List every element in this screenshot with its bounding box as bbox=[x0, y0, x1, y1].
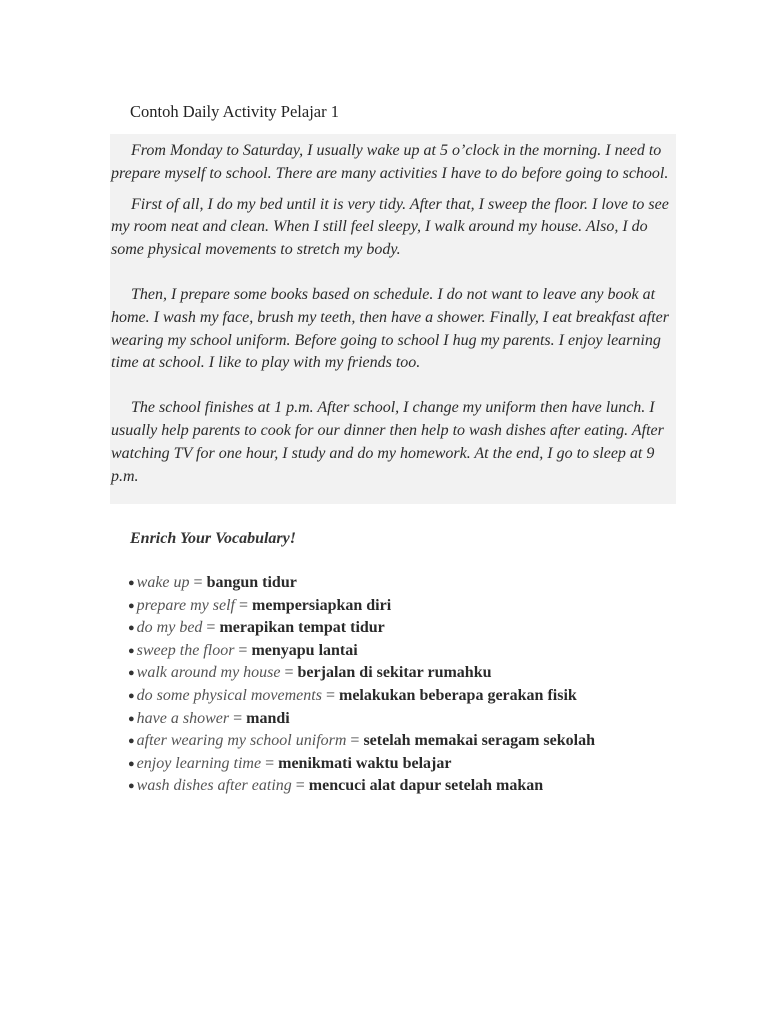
equals-sign: = bbox=[239, 596, 249, 614]
english-term: wake up bbox=[136, 574, 190, 591]
bullet-icon: ● bbox=[128, 689, 135, 702]
story-paragraph-3: Then, I prepare some books based on schedule. I do not want to leave any book at home. I wash my face, brush my teeth, then have a shower. Finally, I eat breakfast after wearing my school uniform. Before going to school I hug my parents. I enjoy learning time at school. I like to play with my friends too. bbox=[111, 285, 669, 372]
equals-sign: = bbox=[325, 686, 335, 704]
indonesian-meaning: mencuci alat dapur setelah makan bbox=[308, 777, 544, 795]
english-term: sweep the floor bbox=[136, 641, 235, 659]
vocabulary-item bbox=[128, 595, 595, 618]
equals-sign: = bbox=[233, 709, 243, 727]
indonesian-meaning: melakukan beberapa gerakan fisik bbox=[338, 686, 577, 704]
indonesian-meaning: menikmati waktu belajar bbox=[278, 754, 452, 772]
story-box bbox=[110, 134, 676, 504]
english-term: do my bed bbox=[136, 619, 203, 637]
bullet-icon: ● bbox=[128, 667, 135, 680]
equals-sign: = bbox=[350, 732, 360, 750]
indonesian-meaning: berjalan di sekitar rumahku bbox=[297, 664, 492, 682]
equals-sign: = bbox=[265, 754, 275, 772]
indonesian-meaning: merapikan tempat tidur bbox=[219, 619, 385, 637]
english-term: after wearing my school uniform bbox=[136, 732, 347, 750]
page-title: Contoh Daily Activity Pelajar 1 bbox=[130, 102, 339, 121]
bullet-icon: ● bbox=[128, 712, 135, 725]
equals-sign: = bbox=[238, 641, 248, 659]
vocabulary-item bbox=[128, 708, 595, 731]
equals-sign: = bbox=[193, 574, 203, 591]
indonesian-meaning: setelah memakai seragam sekolah bbox=[363, 732, 595, 750]
indonesian-meaning: bangun tidur bbox=[206, 574, 297, 591]
equals-sign: = bbox=[206, 619, 216, 637]
english-term: have a shower bbox=[136, 709, 230, 727]
english-term: walk around my house bbox=[136, 664, 281, 682]
vocabulary-list bbox=[128, 572, 595, 798]
english-term: wash dishes after eating bbox=[136, 777, 292, 795]
indonesian-meaning: menyapu lantai bbox=[251, 641, 358, 659]
vocabulary-item bbox=[128, 753, 595, 776]
english-term: do some physical movements bbox=[136, 686, 322, 704]
bullet-icon: ● bbox=[128, 757, 135, 770]
english-term: prepare my self bbox=[136, 596, 235, 614]
vocabulary-item bbox=[128, 572, 595, 595]
bullet-icon: ● bbox=[128, 599, 135, 612]
bullet-icon: ● bbox=[128, 644, 135, 657]
story-paragraph-2: First of all, I do my bed until it is very tidy. After that, I sweep the floor. I love to see my room neat and clean. When I still feel sleepy, I walk around my house. Also, I do some physical movements to stretch my body. bbox=[111, 195, 669, 259]
vocabulary-item bbox=[128, 662, 595, 685]
vocabulary-item bbox=[128, 730, 595, 753]
story-paragraph-1: From Monday to Saturday, I usually wake up at 5 o’clock in the morning. I need to prepare myself to school. There are many activities I have to do before going to school. bbox=[111, 142, 669, 182]
story-paragraph-4: The school finishes at 1 p.m. After school, I change my uniform then have lunch. I usually help parents to cook for our dinner then help to wash dishes after eating. After watching TV for one hour, I study and do my homework. At the end, I go to sleep at 9 p.m. bbox=[111, 399, 664, 485]
indonesian-meaning: mandi bbox=[246, 709, 290, 727]
indonesian-meaning: mempersiapkan diri bbox=[252, 596, 392, 614]
vocabulary-heading: Enrich Your Vocabulary! bbox=[130, 530, 296, 547]
equals-sign: = bbox=[284, 664, 294, 682]
bullet-icon: ● bbox=[128, 780, 135, 793]
bullet-icon: ● bbox=[128, 622, 135, 635]
english-term: enjoy learning time bbox=[136, 754, 262, 772]
vocabulary-item bbox=[128, 617, 595, 640]
vocabulary-item bbox=[128, 775, 595, 798]
equals-sign: = bbox=[295, 777, 305, 795]
vocabulary-item bbox=[128, 685, 595, 708]
vocabulary-item bbox=[128, 640, 595, 663]
bullet-icon: ● bbox=[128, 577, 135, 589]
bullet-icon: ● bbox=[128, 735, 135, 748]
